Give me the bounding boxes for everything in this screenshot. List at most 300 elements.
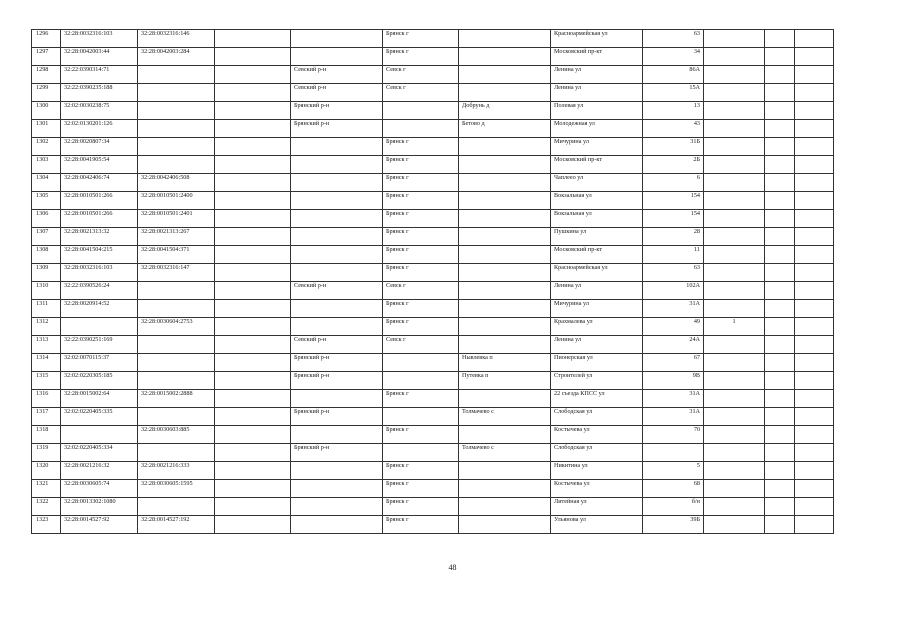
extra-cell <box>765 174 795 192</box>
city-cell <box>383 354 459 372</box>
district-cell <box>291 426 383 444</box>
object-cadastral-number-cell: 32:28:0015002:2888 <box>138 390 215 408</box>
row-number-cell: 1306 <box>32 210 61 228</box>
city-cell: Брянск г <box>383 300 459 318</box>
empty-cell <box>215 192 291 210</box>
street-cell: Ленина ул <box>551 84 643 102</box>
district-cell <box>291 318 383 336</box>
row-number-cell: 1316 <box>32 390 61 408</box>
extra-cell <box>765 264 795 282</box>
extra-cell <box>795 174 834 192</box>
district-cell <box>291 390 383 408</box>
district-cell: Брянский р-н <box>291 120 383 138</box>
row-number-cell: 1310 <box>32 282 61 300</box>
object-cadastral-number-cell <box>138 372 215 390</box>
empty-cell <box>215 390 291 408</box>
street-cell: Красноармейская ул <box>551 30 643 48</box>
extra-cell <box>765 372 795 390</box>
house-number-cell <box>643 444 704 462</box>
extra-cell <box>765 498 795 516</box>
street-cell: Костычева ул <box>551 426 643 444</box>
cadastral-number-cell: 32:22:0390251:169 <box>61 336 138 354</box>
extra-cell <box>795 210 834 228</box>
extra-cell <box>795 372 834 390</box>
extra-cell <box>795 282 834 300</box>
cadastral-number-cell: 32:22:0390526:24 <box>61 282 138 300</box>
row-number-cell: 1302 <box>32 138 61 156</box>
row-number-cell: 1300 <box>32 102 61 120</box>
district-cell: Севский р-н <box>291 84 383 102</box>
extra-cell <box>795 228 834 246</box>
extra-cell <box>704 516 765 534</box>
extra-cell <box>704 210 765 228</box>
street-cell: Московский пр-кт <box>551 156 643 174</box>
street-cell: Ульянова ул <box>551 516 643 534</box>
extra-cell <box>765 210 795 228</box>
city-cell: Брянск г <box>383 228 459 246</box>
city-cell: Брянск г <box>383 264 459 282</box>
row-number-cell: 1305 <box>32 192 61 210</box>
table-row <box>32 246 834 264</box>
object-cadastral-number-cell <box>138 120 215 138</box>
city-cell <box>383 120 459 138</box>
extra-cell <box>765 300 795 318</box>
cadastral-number-cell: 32:28:0021313:32 <box>61 228 138 246</box>
empty-cell <box>215 444 291 462</box>
district-cell <box>291 264 383 282</box>
extra-cell <box>795 498 834 516</box>
extra-cell <box>704 246 765 264</box>
extra-cell <box>795 516 834 534</box>
extra-cell <box>704 300 765 318</box>
street-cell: Московский пр-кт <box>551 48 643 66</box>
object-cadastral-number-cell <box>138 498 215 516</box>
district-cell: Брянский р-н <box>291 372 383 390</box>
district-cell <box>291 138 383 156</box>
extra-cell <box>795 336 834 354</box>
row-number-cell: 1304 <box>32 174 61 192</box>
city-cell: Брянск г <box>383 498 459 516</box>
extra-cell <box>795 408 834 426</box>
extra-cell <box>795 30 834 48</box>
cadastral-number-cell: 32:28:0041905:54 <box>61 156 138 174</box>
cadastral-number-cell: 32:28:0014527:92 <box>61 516 138 534</box>
street-cell: Строителей ул <box>551 372 643 390</box>
street-cell: Ленина ул <box>551 66 643 84</box>
cadastral-number-cell: 32:28:0030605:74 <box>61 480 138 498</box>
row-number-cell: 1311 <box>32 300 61 318</box>
house-number-cell: 102А <box>643 282 704 300</box>
table-row <box>32 84 834 102</box>
object-cadastral-number-cell: 32:28:0010501:2401 <box>138 210 215 228</box>
cadastral-number-cell: 32:28:0010501:266 <box>61 210 138 228</box>
extra-cell <box>795 120 834 138</box>
extra-cell <box>765 48 795 66</box>
cadastral-number-cell: 32:28:0032316:103 <box>61 30 138 48</box>
extra-cell <box>704 390 765 408</box>
object-cadastral-number-cell: 32:28:0041504:371 <box>138 246 215 264</box>
house-number-cell: 24А <box>643 336 704 354</box>
object-cadastral-number-cell <box>138 102 215 120</box>
empty-cell <box>215 210 291 228</box>
settlement-cell <box>459 282 551 300</box>
city-cell: Брянск г <box>383 516 459 534</box>
empty-cell <box>215 102 291 120</box>
extra-cell <box>795 246 834 264</box>
empty-cell <box>215 30 291 48</box>
settlement-cell: Добрунь д <box>459 102 551 120</box>
settlement-cell <box>459 48 551 66</box>
extra-cell <box>704 462 765 480</box>
extra-cell <box>765 462 795 480</box>
settlement-cell <box>459 318 551 336</box>
object-cadastral-number-cell: 32:28:0030603:885 <box>138 426 215 444</box>
object-cadastral-number-cell: 32:28:0021216:333 <box>138 462 215 480</box>
street-cell: Никитина ул <box>551 462 643 480</box>
table-row <box>32 102 834 120</box>
row-number-cell: 1320 <box>32 462 61 480</box>
row-number-cell: 1298 <box>32 66 61 84</box>
settlement-cell: Нывлевка п <box>459 354 551 372</box>
city-cell: Брянск г <box>383 426 459 444</box>
row-number-cell: 1313 <box>32 336 61 354</box>
extra-cell <box>704 66 765 84</box>
street-cell: Литейная ул <box>551 498 643 516</box>
table-row <box>32 372 834 390</box>
city-cell: Брянск г <box>383 174 459 192</box>
street-cell: Ленина ул <box>551 282 643 300</box>
object-cadastral-number-cell: 32:28:0030605:1595 <box>138 480 215 498</box>
table-row <box>32 354 834 372</box>
empty-cell <box>215 516 291 534</box>
extra-cell <box>704 480 765 498</box>
cadastral-number-cell: 32:28:0010501:266 <box>61 192 138 210</box>
row-number-cell: 1318 <box>32 426 61 444</box>
city-cell: Севск г <box>383 336 459 354</box>
extra-cell <box>765 66 795 84</box>
extra-cell <box>704 120 765 138</box>
extra-cell: 1 <box>704 318 765 336</box>
extra-cell <box>765 318 795 336</box>
extra-cell <box>704 354 765 372</box>
extra-cell <box>765 336 795 354</box>
district-cell: Брянский р-н <box>291 408 383 426</box>
page-number: 48 <box>448 563 457 572</box>
house-number-cell: 49 <box>643 318 704 336</box>
extra-cell <box>704 30 765 48</box>
table-row <box>32 138 834 156</box>
extra-cell <box>704 192 765 210</box>
cadastral-number-cell: 32:28:0042406:74 <box>61 174 138 192</box>
extra-cell <box>795 300 834 318</box>
object-cadastral-number-cell <box>138 300 215 318</box>
object-cadastral-number-cell <box>138 282 215 300</box>
table-body <box>32 30 834 534</box>
extra-cell <box>795 462 834 480</box>
empty-cell <box>215 66 291 84</box>
city-cell: Брянск г <box>383 318 459 336</box>
extra-cell <box>765 516 795 534</box>
table-row <box>32 480 834 498</box>
house-number-cell: 15А <box>643 84 704 102</box>
extra-cell <box>704 444 765 462</box>
city-cell: Брянск г <box>383 138 459 156</box>
settlement-cell <box>459 138 551 156</box>
house-number-cell: 154 <box>643 192 704 210</box>
district-cell <box>291 480 383 498</box>
empty-cell <box>215 264 291 282</box>
cadastral-number-cell: 32:22:0390314:71 <box>61 66 138 84</box>
object-cadastral-number-cell: 32:28:0042003:284 <box>138 48 215 66</box>
house-number-cell: 31А <box>643 390 704 408</box>
extra-cell <box>765 246 795 264</box>
object-cadastral-number-cell: 32:28:0014527:192 <box>138 516 215 534</box>
table-row <box>32 498 834 516</box>
object-cadastral-number-cell <box>138 354 215 372</box>
district-cell <box>291 300 383 318</box>
empty-cell <box>215 174 291 192</box>
extra-cell <box>765 138 795 156</box>
house-number-cell: 2Б <box>643 156 704 174</box>
table-row <box>32 282 834 300</box>
street-cell: Пушкина ул <box>551 228 643 246</box>
district-cell <box>291 246 383 264</box>
house-number-cell: 5 <box>643 462 704 480</box>
extra-cell <box>704 174 765 192</box>
empty-cell <box>215 228 291 246</box>
empty-cell <box>215 372 291 390</box>
house-number-cell: 67 <box>643 354 704 372</box>
row-number-cell: 1314 <box>32 354 61 372</box>
settlement-cell <box>459 498 551 516</box>
cadastral-number-cell: 32:28:0041504:215 <box>61 246 138 264</box>
settlement-cell <box>459 30 551 48</box>
house-number-cell: 68 <box>643 480 704 498</box>
settlement-cell <box>459 300 551 318</box>
district-cell <box>291 228 383 246</box>
empty-cell <box>215 246 291 264</box>
district-cell <box>291 48 383 66</box>
extra-cell <box>765 444 795 462</box>
extra-cell <box>765 156 795 174</box>
extra-cell <box>704 156 765 174</box>
object-cadastral-number-cell <box>138 66 215 84</box>
street-cell: Красноармейская ул <box>551 264 643 282</box>
house-number-cell: 31А <box>643 408 704 426</box>
object-cadastral-number-cell <box>138 408 215 426</box>
row-number-cell: 1301 <box>32 120 61 138</box>
house-number-cell: 31Б <box>643 138 704 156</box>
house-number-cell: 63 <box>643 30 704 48</box>
cadastral-number-cell <box>61 318 138 336</box>
extra-cell <box>704 498 765 516</box>
district-cell: Брянский р-н <box>291 354 383 372</box>
house-number-cell: 34 <box>643 48 704 66</box>
object-cadastral-number-cell: 32:28:0032316:146 <box>138 30 215 48</box>
city-cell: Брянск г <box>383 462 459 480</box>
table-row <box>32 516 834 534</box>
house-number-cell: 43 <box>643 120 704 138</box>
house-number-cell: 39Б <box>643 516 704 534</box>
city-cell: Брянск г <box>383 30 459 48</box>
district-cell <box>291 30 383 48</box>
cadastral-number-cell: 32:28:0013302:1080 <box>61 498 138 516</box>
object-cadastral-number-cell: 32:28:0030604:2753 <box>138 318 215 336</box>
district-cell <box>291 156 383 174</box>
cadastral-number-cell: 32:28:0020914:52 <box>61 300 138 318</box>
district-cell: Брянский р-н <box>291 444 383 462</box>
row-number-cell: 1315 <box>32 372 61 390</box>
object-cadastral-number-cell: 32:28:0010501:2400 <box>138 192 215 210</box>
extra-cell <box>795 264 834 282</box>
house-number-cell: 9В <box>643 372 704 390</box>
city-cell: Брянск г <box>383 156 459 174</box>
extra-cell <box>795 48 834 66</box>
extra-cell <box>795 138 834 156</box>
extra-cell <box>765 282 795 300</box>
extra-cell <box>795 192 834 210</box>
cadastral-number-cell: 32:02:0030238:75 <box>61 102 138 120</box>
city-cell: Брянск г <box>383 48 459 66</box>
object-cadastral-number-cell: 32:28:0042406:508 <box>138 174 215 192</box>
district-cell: Севский р-н <box>291 282 383 300</box>
settlement-cell <box>459 228 551 246</box>
row-number-cell: 1312 <box>32 318 61 336</box>
cadastral-number-cell: 32:02:0070115:37 <box>61 354 138 372</box>
extra-cell <box>765 30 795 48</box>
street-cell: Молодежная ул <box>551 120 643 138</box>
settlement-cell <box>459 390 551 408</box>
settlement-cell: Толмачево с <box>459 444 551 462</box>
extra-cell <box>704 426 765 444</box>
extra-cell <box>704 372 765 390</box>
extra-cell <box>704 84 765 102</box>
cadastral-number-cell: 32:28:0015002:64 <box>61 390 138 408</box>
table-row <box>32 30 834 48</box>
house-number-cell: 154 <box>643 210 704 228</box>
table-row <box>32 444 834 462</box>
house-number-cell: 70 <box>643 426 704 444</box>
street-cell: 22 съезда КПСС ул <box>551 390 643 408</box>
extra-cell <box>795 318 834 336</box>
row-number-cell: 1317 <box>32 408 61 426</box>
table-row <box>32 210 834 228</box>
street-cell: Вокзальная ул <box>551 210 643 228</box>
cadastral-number-cell: 32:02:0220405:335 <box>61 408 138 426</box>
table-row <box>32 174 834 192</box>
street-cell: Крахмалева ул <box>551 318 643 336</box>
empty-cell <box>215 462 291 480</box>
extra-cell <box>765 228 795 246</box>
city-cell <box>383 408 459 426</box>
extra-cell <box>704 282 765 300</box>
extra-cell <box>795 84 834 102</box>
cadastral-number-cell: 32:28:0032316:103 <box>61 264 138 282</box>
table-row <box>32 300 834 318</box>
extra-cell <box>795 66 834 84</box>
table-row <box>32 120 834 138</box>
object-cadastral-number-cell <box>138 156 215 174</box>
cadastral-number-cell: 32:28:0020807:34 <box>61 138 138 156</box>
city-cell: Брянск г <box>383 246 459 264</box>
extra-cell <box>765 192 795 210</box>
house-number-cell: 86А <box>643 66 704 84</box>
object-cadastral-number-cell <box>138 336 215 354</box>
extra-cell <box>795 156 834 174</box>
empty-cell <box>215 84 291 102</box>
property-register-table <box>31 29 834 534</box>
district-cell <box>291 174 383 192</box>
settlement-cell <box>459 426 551 444</box>
extra-cell <box>765 426 795 444</box>
extra-cell <box>704 336 765 354</box>
table-row <box>32 318 834 336</box>
extra-cell <box>765 480 795 498</box>
street-cell: Костычева ул <box>551 480 643 498</box>
row-number-cell: 1322 <box>32 498 61 516</box>
object-cadastral-number-cell: 32:28:0032316:147 <box>138 264 215 282</box>
city-cell: Брянск г <box>383 480 459 498</box>
table-row <box>32 264 834 282</box>
street-cell: Слободская ул <box>551 444 643 462</box>
extra-cell <box>795 426 834 444</box>
extra-cell <box>795 390 834 408</box>
house-number-cell: 28 <box>643 228 704 246</box>
street-cell: Мичурина ул <box>551 138 643 156</box>
extra-cell <box>765 390 795 408</box>
city-cell <box>383 102 459 120</box>
cadastral-number-cell: 32:02:0130201:126 <box>61 120 138 138</box>
extra-cell <box>765 102 795 120</box>
district-cell <box>291 498 383 516</box>
empty-cell <box>215 354 291 372</box>
empty-cell <box>215 282 291 300</box>
table-row <box>32 228 834 246</box>
cadastral-number-cell: 32:02:0220305:185 <box>61 372 138 390</box>
settlement-cell <box>459 210 551 228</box>
house-number-cell: 6 <box>643 174 704 192</box>
district-cell <box>291 462 383 480</box>
extra-cell <box>704 408 765 426</box>
extra-cell <box>704 264 765 282</box>
object-cadastral-number-cell <box>138 138 215 156</box>
extra-cell <box>704 48 765 66</box>
city-cell <box>383 444 459 462</box>
street-cell: Мичурина ул <box>551 300 643 318</box>
row-number-cell: 1323 <box>32 516 61 534</box>
extra-cell <box>704 102 765 120</box>
row-number-cell: 1319 <box>32 444 61 462</box>
table-row <box>32 336 834 354</box>
cadastral-number-cell <box>61 426 138 444</box>
empty-cell <box>215 48 291 66</box>
table-row <box>32 408 834 426</box>
empty-cell <box>215 138 291 156</box>
city-cell: Брянск г <box>383 390 459 408</box>
table-row <box>32 48 834 66</box>
street-cell: Пионерская ул <box>551 354 643 372</box>
row-number-cell: 1321 <box>32 480 61 498</box>
row-number-cell: 1296 <box>32 30 61 48</box>
house-number-cell: 11 <box>643 246 704 264</box>
settlement-cell <box>459 336 551 354</box>
settlement-cell: Бетово д <box>459 120 551 138</box>
empty-cell <box>215 300 291 318</box>
object-cadastral-number-cell <box>138 444 215 462</box>
settlement-cell <box>459 246 551 264</box>
settlement-cell <box>459 264 551 282</box>
house-number-cell: 63 <box>643 264 704 282</box>
